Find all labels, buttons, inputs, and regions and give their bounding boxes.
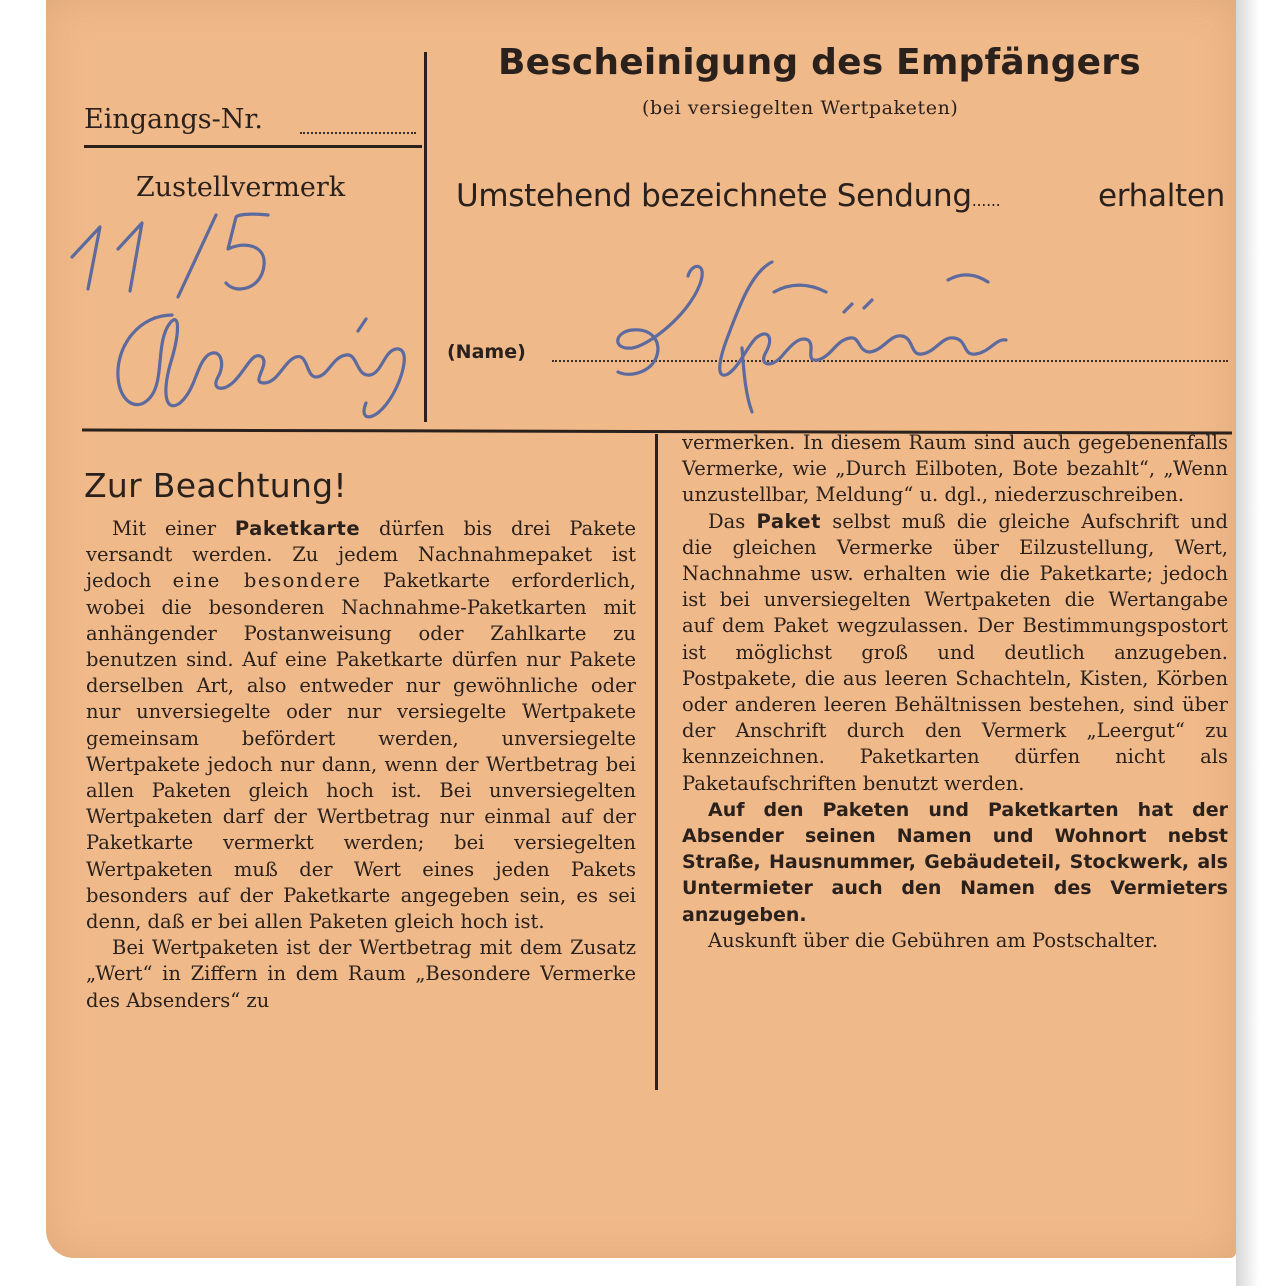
notice-left-p1-bold: Paketkarte (234, 517, 361, 540)
receipt-statement (456, 178, 1000, 214)
zustell-label: Zustellvermerk (136, 172, 346, 203)
receipt-statement-suffix: erhalten (1098, 178, 1226, 214)
notice-right-paragraph-2 (682, 509, 1228, 797)
notice-heading: Zur Beachtung! (84, 466, 347, 505)
notice-left-p1-intro: Mit einer (112, 517, 217, 540)
vertical-divider-top (424, 52, 427, 422)
notice-left-column (86, 516, 636, 1014)
header-title: Bescheinigung des Empfängers (498, 42, 1141, 83)
handwritten-zustell-signature (100, 285, 420, 435)
notice-right-paragraph-3: Auf den Paketen und Paketkarten hat der Absender seinen Namen und Wohnort nebst Straße, Hausnummer, Gebäudeteil, Stockwerk, als Untermieter auch den Namen des Vermieters anzugeben. (682, 798, 1228, 926)
notice-right-p2-rest: selbst muß die gleiche Aufschrift und die gleichen Vermerke über Eilzustellung, Wert, Nachnahme usw. erhalten wie die Paketkarte; jedoch ist bei unversiegelten Wertpaketen die Wertangabe auf dem Paket wegzulassen. Der Bestimmungspostort ist möglichst groß und deutlich anzugeben. Postpakete, die aus leeren Schachteln, Kisten, Körben oder anderen leeren Behältnissen bestehen, sind über der Anschrift durch den Vermerk „Leergut“ zu kennzeichnen. Paketkarten dürfen nicht als Paketaufschriften benutzt werden. (682, 509, 1229, 795)
notice-left-p1-rest2: Paketkarte erforderlich, wobei die besonderen Nachnahme-Paketkarten mit anhängender Postanweisung oder Zahlkarte zu benutzen sind. Auf eine Paketkarte dürfen nur Pakete derselben Art, also entweder nur gewöhnliche oder nur unversiegelte oder nur versiegelte Wertpakete gemeinsam befördert werden, unversiegelte Wertpakete jedoch nur dann, wenn der Wertbetrag bei allen Paketen gleich hoch ist. Bei unversiegelten Wertpaketen darf der Wertbetrag nur einmal auf der Paketkarte vermerkt werden; bei versiegelten Wertpaketen muß der Wert eines jeden Pakets besonders auf der Paketkarte angegeben sein, es sei denn, daß er bei allen Paketen gleich hoch ist. (86, 569, 636, 934)
handwritten-recipient-signature (596, 252, 1016, 422)
notice-right-column (682, 430, 1228, 954)
notice-left-paragraph-1 (86, 516, 636, 935)
receipt-statement-dots: ...... (971, 191, 1001, 210)
notice-left-p1-rest1: dürfen bis drei Pakete versandt werden. Zu jedem Nachnahmepaket ist jedoch (86, 517, 636, 593)
eingangs-dots (300, 132, 416, 134)
notice-left-paragraph-2: Bei Wertpaketen ist der Wertbetrag mit dem Zusatz „Wert“ in Ziffern in dem Raum „Besondere Vermerke des Absenders“ zu (86, 936, 636, 1012)
eingangs-rule (84, 145, 422, 148)
scan-edge (1236, 0, 1274, 1286)
notice-right-paragraph-4: Auskunft über die Gebühren am Postschalter. (708, 928, 1159, 952)
notice-right-p2-bold: Paket (756, 509, 821, 533)
vertical-divider-bottom (655, 434, 658, 1090)
name-label: (Name) (447, 341, 526, 363)
eingangs-label: Eingangs-Nr. (84, 104, 263, 135)
header-subtitle: (bei versiegelten Wertpaketen) (642, 97, 959, 119)
receipt-statement-prefix: Umstehend bezeichnete Sendung (456, 178, 972, 214)
notice-right-p2-intro: Das (708, 509, 746, 533)
notice-left-p1-spaced: eine besondere (172, 569, 362, 593)
notice-right-paragraph-1: vermerken. In diesem Raum sind auch gegebenenfalls Vermerke, wie „Durch Eilboten, Bote bezahlt“, „Wenn unzustellbar, Meldung“ u. dgl., niederzuschreiben. (682, 431, 1228, 507)
